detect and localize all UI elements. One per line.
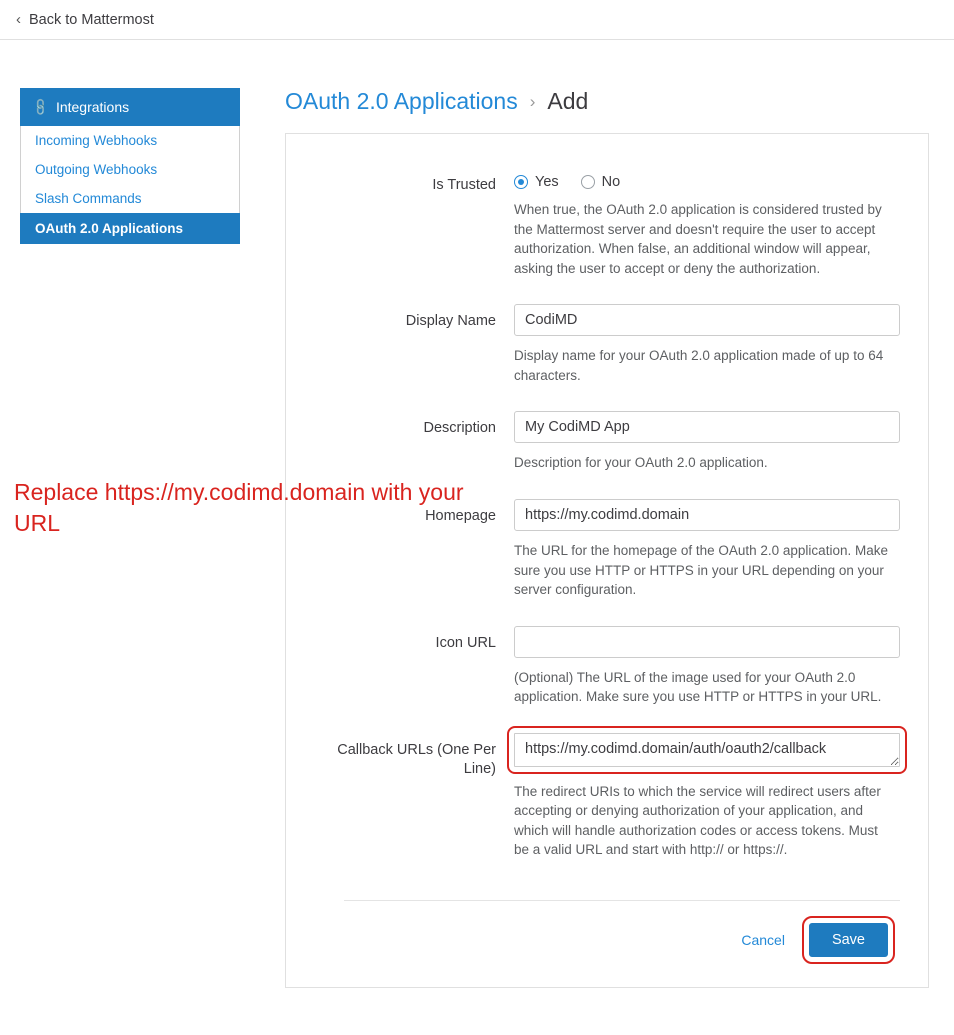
sidebar-item-label: Outgoing Webhooks bbox=[35, 162, 158, 177]
sidebar-list bbox=[20, 126, 240, 244]
breadcrumb-current: Add bbox=[547, 88, 589, 114]
form-actions bbox=[314, 901, 900, 969]
sidebar-item-label: OAuth 2.0 Applications bbox=[35, 221, 184, 236]
annotation-text: Replace https://my.codimd.domain with your URL bbox=[14, 479, 464, 537]
sidebar-item-outgoing-webhooks[interactable] bbox=[21, 155, 239, 184]
chevron-left-icon: ‹ bbox=[16, 11, 21, 28]
icon-url-input[interactable] bbox=[514, 626, 900, 658]
is-trusted-yes-option[interactable] bbox=[514, 174, 559, 190]
sidebar-item-incoming-webhooks[interactable] bbox=[21, 126, 239, 155]
breadcrumb bbox=[285, 88, 929, 115]
is-trusted-no-option[interactable] bbox=[581, 174, 621, 190]
oauth-add-form-panel bbox=[285, 133, 929, 988]
display-name-help: Display name for your OAuth 2.0 application made of up to 64 characters. bbox=[514, 348, 884, 383]
top-bar bbox=[0, 0, 954, 40]
callback-urls-row bbox=[314, 733, 900, 882]
is-trusted-help: When true, the OAuth 2.0 application is considered trusted by the Mattermost server and doesn't require the user to accept authorization. When false, an additional window will appear, asking the user to accept or deny the authorization. bbox=[514, 202, 882, 276]
is-trusted-yes-label: Yes bbox=[535, 174, 559, 190]
sidebar-item-label: Incoming Webhooks bbox=[35, 133, 158, 148]
sidebar-header-label: Integrations bbox=[55, 99, 130, 115]
is-trusted-row bbox=[314, 168, 900, 300]
back-to-mattermost-link[interactable] bbox=[16, 12, 154, 28]
display-name-input[interactable] bbox=[514, 304, 900, 336]
homepage-input[interactable] bbox=[514, 499, 900, 531]
sidebar-item-oauth-applications[interactable] bbox=[20, 213, 240, 244]
description-input[interactable] bbox=[514, 411, 900, 443]
icon-url-row bbox=[314, 626, 900, 729]
sidebar-item-slash-commands[interactable] bbox=[21, 184, 239, 213]
radio-selected-icon[interactable] bbox=[514, 175, 528, 189]
display-name-label: Display Name bbox=[405, 313, 496, 330]
link-icon: 🔗 bbox=[30, 96, 51, 118]
callback-urls-textarea[interactable] bbox=[514, 733, 900, 767]
breadcrumb-parent-link[interactable]: OAuth 2.0 Applications bbox=[285, 88, 518, 114]
sidebar-header bbox=[20, 88, 240, 126]
callback-urls-help: The redirect URIs to which the service will redirect users after accepting or denying authorization of your application, and which will handle authorization codes or access tokens. Must be a valid URL and start with http:// or https://. bbox=[514, 783, 881, 858]
cancel-button[interactable]: Cancel bbox=[735, 931, 791, 949]
back-link-label: Back to Mattermost bbox=[29, 11, 154, 28]
description-help: Description for your OAuth 2.0 application. bbox=[514, 455, 768, 471]
homepage-help: The URL for the homepage of the OAuth 2.0 application. Make sure you use HTTP or HTTPS in your URL depending on your server configuration. bbox=[514, 542, 888, 598]
callback-urls-label: Callback URLs (One Per Line) bbox=[337, 741, 496, 777]
radio-unselected-icon[interactable] bbox=[581, 175, 595, 189]
is-trusted-no-label: No bbox=[601, 174, 621, 190]
homepage-label: Homepage bbox=[425, 507, 496, 524]
is-trusted-radio-group[interactable] bbox=[514, 168, 900, 190]
is-trusted-label: Is Trusted bbox=[432, 177, 496, 193]
sidebar-item-label: Slash Commands bbox=[35, 191, 142, 206]
icon-url-help: (Optional) The URL of the image used for your OAuth 2.0 application. Make sure you use HTTP or HTTPS in your URL. bbox=[514, 669, 882, 705]
save-button[interactable]: Save bbox=[809, 923, 888, 957]
chevron-right-icon: › bbox=[529, 91, 536, 111]
display-name-row bbox=[314, 304, 900, 407]
description-label: Description bbox=[423, 420, 496, 437]
icon-url-label: Icon URL bbox=[435, 634, 496, 651]
